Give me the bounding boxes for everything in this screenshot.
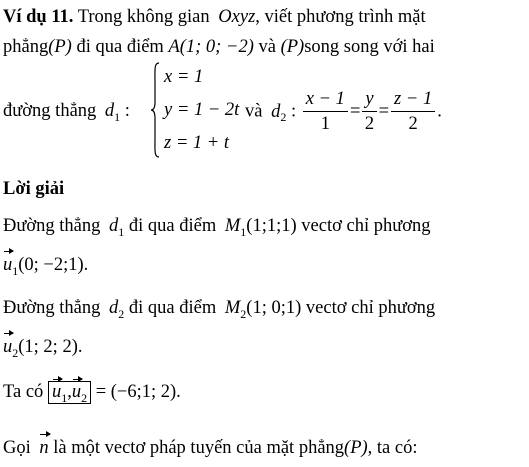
cross-product-bracket (48, 381, 91, 404)
text: Gọi (3, 438, 31, 458)
line-d2: d (109, 298, 119, 318)
vector-u1: u (51, 382, 62, 402)
solution-line-1 (3, 215, 431, 238)
text: phẳng (3, 37, 49, 57)
equals-sign: = (349, 101, 361, 122)
line-d1-subscript: 1 (114, 110, 121, 124)
subscript: 2 (12, 346, 19, 360)
line-d2: d (271, 101, 281, 122)
subscript: 1 (12, 264, 19, 278)
brace-icon (150, 62, 160, 158)
subscript: 1 (61, 391, 68, 405)
problem-line-3 (3, 100, 130, 123)
solution-line-2 (3, 254, 88, 277)
colon: : (290, 101, 297, 122)
numerator: x − 1 (303, 88, 348, 112)
text: là một vectơ pháp tuyến của mặt phẳng (53, 438, 345, 458)
plane-symbol: (P) (280, 37, 305, 57)
colon: : (120, 101, 130, 121)
numerator: z − 1 (391, 88, 435, 112)
line-d1: d (109, 216, 119, 236)
denominator: 1 (320, 114, 330, 134)
numerator: y (362, 88, 376, 112)
text: vectơ chỉ phương (305, 298, 436, 318)
line-d1: d (104, 101, 115, 121)
system-row-x: x = 1 (164, 67, 204, 87)
line-d2-subscript: 2 (280, 109, 287, 124)
point-m1: M (224, 216, 241, 236)
text: và (258, 37, 276, 57)
text: đi qua điểm (76, 37, 164, 57)
vector-coordinates: (1; 2; 2). (18, 337, 83, 357)
fraction-z (391, 88, 435, 135)
point-a: A(1; 0; −2) (168, 37, 254, 57)
text: , viết phương trình mặt (255, 7, 426, 27)
vector-u2: u (3, 337, 13, 357)
subscript: 2 (240, 307, 247, 321)
coordinates: (1; 0;1) (246, 298, 302, 318)
coordinates: (1;1;1) (246, 216, 297, 236)
text: Ta có (3, 382, 44, 402)
system-row-y: y = 1 − 2t (164, 100, 240, 120)
text: đi qua điểm (128, 298, 217, 318)
space-name: Oxyz (218, 7, 256, 27)
point-m2: M (224, 298, 241, 318)
subscript: 2 (81, 391, 88, 405)
text: song song với hai (304, 37, 435, 57)
vector-u2: u (71, 382, 82, 402)
subscript: 2 (118, 307, 125, 321)
problem-line-2 (3, 36, 435, 58)
denominator: 2 (364, 114, 375, 134)
parametric-system (150, 62, 240, 158)
example-label: Ví dụ 11. (3, 7, 74, 27)
denominator: 2 (408, 114, 418, 134)
vector-u1: u (3, 255, 13, 275)
line-d2-equation (245, 88, 442, 135)
solution-line-4 (3, 336, 82, 359)
solution-line-6 (3, 437, 418, 459)
solution-line-5 (3, 381, 181, 404)
vector-n: n (39, 438, 49, 458)
system-row-z: z = 1 + t (164, 133, 230, 153)
solution-line-3 (3, 297, 435, 320)
text: đường thẳng (3, 101, 97, 121)
fraction-y (362, 88, 376, 135)
problem-line-1 (3, 6, 426, 28)
text: , ta có: (367, 438, 418, 458)
text: Đường thẳng (3, 298, 101, 318)
plane-symbol: (P) (48, 37, 72, 57)
subscript: 1 (240, 225, 247, 239)
comma: , (67, 382, 72, 402)
equals-sign: = (378, 101, 390, 122)
fraction-x (303, 88, 348, 135)
period: . (437, 101, 442, 122)
text: đi qua điểm (128, 216, 217, 236)
plane-symbol: (P) (344, 438, 368, 458)
subscript: 1 (118, 225, 125, 239)
text: vectơ chỉ phương (301, 216, 431, 236)
cross-product-result: = (−6;1; 2). (95, 382, 181, 402)
text: Trong không gian (77, 7, 210, 27)
solution-heading: Lời giải (3, 179, 65, 199)
vector-coordinates: (0; −2;1). (18, 255, 89, 275)
and-word: và (245, 101, 263, 122)
text: Đường thẳng (3, 216, 101, 236)
